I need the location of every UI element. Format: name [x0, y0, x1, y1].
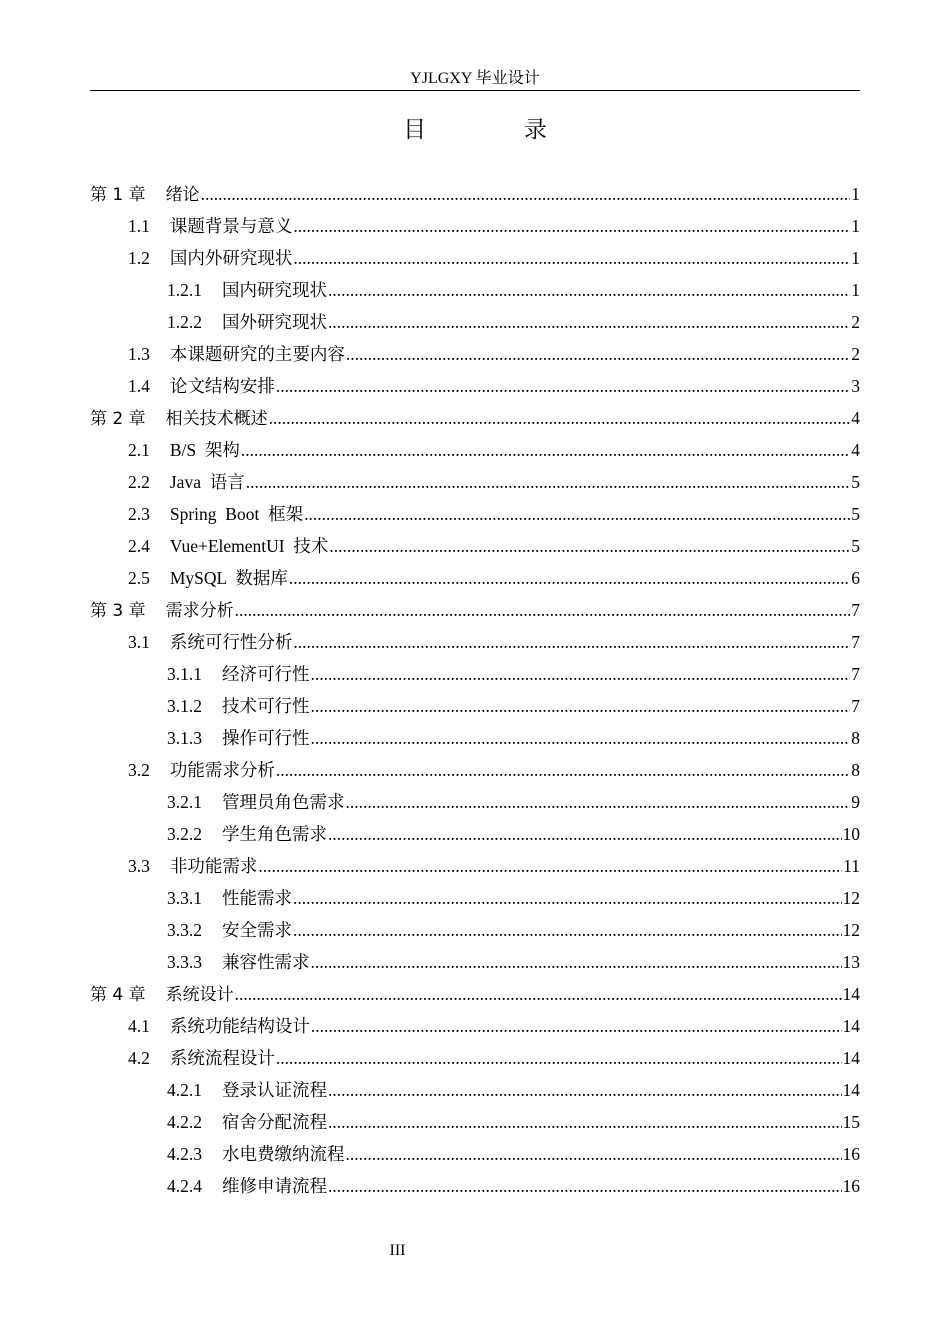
toc-entry[interactable]	[90, 722, 860, 754]
toc-entry[interactable]	[90, 658, 860, 690]
toc-entry[interactable]	[90, 210, 860, 242]
toc-entry-number: 4.1	[128, 1016, 150, 1036]
toc-entry[interactable]	[90, 594, 860, 626]
toc-entry-page: 8	[851, 760, 860, 780]
toc-entry-number: 1.2	[128, 248, 150, 268]
toc-entry-page: 13	[842, 952, 860, 972]
toc-entry[interactable]	[90, 530, 860, 562]
toc-dot-leader	[235, 978, 842, 1010]
toc-dot-leader	[276, 370, 850, 402]
toc-entry-number: 4.2	[128, 1048, 150, 1068]
toc-entry-number: 2.5	[128, 568, 150, 588]
toc-entry-title: 系统设计	[165, 985, 234, 1005]
toc-entry-number: 3.3.3	[167, 952, 202, 972]
toc-entry-page: 7	[851, 632, 860, 652]
toc-entry-page: 9	[851, 792, 860, 812]
toc-dot-leader	[346, 338, 850, 370]
toc-dot-leader	[293, 882, 842, 914]
toc-entry-title: 学生角色需求	[222, 824, 327, 844]
toc-entry[interactable]	[90, 434, 860, 466]
toc-entry-page: 14	[842, 1048, 860, 1068]
toc-entry-title: 操作可行性	[222, 728, 310, 748]
toc-entry-page: 1	[851, 216, 860, 236]
toc-entry-title: 技术可行性	[222, 696, 310, 716]
toc-entry-title: 宿舍分配流程	[222, 1112, 327, 1132]
toc-entry[interactable]	[90, 882, 860, 914]
toc-entry-title: 论文结构安排	[169, 376, 275, 396]
toc-entry-page: 4	[851, 408, 860, 428]
toc-entry-title: 相关技术概述	[165, 409, 268, 429]
toc-title: 目 录	[403, 117, 593, 142]
toc-dot-leader	[311, 1010, 842, 1042]
toc-entry-title: 绪论	[165, 185, 200, 205]
toc-entry[interactable]	[90, 242, 860, 274]
toc-entry[interactable]	[90, 178, 860, 210]
toc-dot-leader	[293, 210, 850, 242]
toc-entry-number: 4.2.4	[167, 1176, 202, 1196]
toc-entry[interactable]	[90, 498, 860, 530]
toc-entry-page: 2	[851, 312, 860, 332]
toc-entry-number: 3.3	[128, 856, 150, 876]
toc-entry-number: 2.4	[128, 536, 150, 556]
toc-entry-page: 5	[851, 536, 860, 556]
toc-entry-page: 6	[851, 568, 860, 588]
toc-entry-title: Vue+ElementUI 技术	[169, 536, 329, 556]
toc-entry-number: 3.1.1	[167, 664, 202, 684]
toc-entry-number: 1.3	[128, 344, 150, 364]
toc-entry-title: 国内研究现状	[222, 280, 327, 300]
toc-dot-leader	[346, 786, 851, 818]
toc-entry-title: 系统功能结构设计	[169, 1016, 310, 1036]
toc-entry-title: 国内外研究现状	[169, 248, 293, 268]
toc-entry-number: 3.2.2	[167, 824, 202, 844]
toc-entry-number: 1.1	[128, 216, 150, 236]
toc-entry[interactable]	[90, 690, 860, 722]
toc-dot-leader	[201, 178, 851, 210]
toc-dot-leader	[311, 946, 842, 978]
toc-entry-number: 第 1 章	[90, 185, 146, 205]
toc-entry-title: 本课题研究的主要内容	[169, 344, 345, 364]
toc-entry-page: 14	[842, 1016, 860, 1036]
table-of-contents	[90, 178, 860, 1202]
toc-dot-leader	[328, 1106, 842, 1138]
toc-entry-title: 功能需求分析	[169, 760, 275, 780]
toc-entry-page: 8	[851, 728, 860, 748]
toc-dot-leader	[276, 1042, 842, 1074]
toc-entry-page: 1	[851, 280, 860, 300]
toc-dot-leader	[293, 626, 850, 658]
toc-entry-title: 登录认证流程	[222, 1080, 327, 1100]
toc-entry-page: 14	[842, 984, 860, 1004]
toc-entry[interactable]	[90, 338, 860, 370]
toc-entry-number: 3.3.2	[167, 920, 202, 940]
toc-entry[interactable]	[90, 1170, 860, 1202]
toc-entry-number: 4.2.1	[167, 1080, 202, 1100]
toc-entry-title: 安全需求	[222, 920, 292, 940]
toc-entry[interactable]	[90, 1010, 860, 1042]
toc-entry-page: 7	[851, 696, 860, 716]
toc-entry-title: 非功能需求	[169, 856, 258, 876]
toc-entry-page: 5	[851, 504, 860, 524]
toc-dot-leader	[329, 530, 850, 562]
toc-entry-title: 管理员角色需求	[222, 792, 345, 812]
toc-entry[interactable]	[90, 914, 860, 946]
toc-entry-page: 1	[851, 248, 860, 268]
toc-entry-number: 4.2.3	[167, 1144, 202, 1164]
toc-dot-leader	[346, 1138, 842, 1170]
toc-entry-page: 16	[842, 1144, 860, 1164]
toc-entry-title: 经济可行性	[222, 664, 310, 684]
toc-dot-leader	[276, 754, 850, 786]
toc-entry[interactable]	[90, 850, 860, 882]
toc-entry[interactable]	[90, 466, 860, 498]
toc-entry-number: 3.2	[128, 760, 150, 780]
toc-dot-leader	[293, 242, 850, 274]
toc-dot-leader	[269, 402, 851, 434]
toc-entry[interactable]	[90, 1042, 860, 1074]
toc-dot-leader	[293, 914, 842, 946]
toc-entry-title: 水电费缴纳流程	[222, 1144, 345, 1164]
toc-entry-number: 3.1	[128, 632, 150, 652]
toc-entry-page: 3	[851, 376, 860, 396]
toc-entry[interactable]	[90, 274, 860, 306]
toc-entry-number: 第 3 章	[90, 601, 146, 621]
toc-dot-leader	[311, 658, 851, 690]
toc-entry-title: 性能需求	[222, 888, 292, 908]
toc-dot-leader	[328, 818, 842, 850]
toc-entry-page: 10	[842, 824, 860, 844]
toc-entry-number: 3.2.1	[167, 792, 202, 812]
toc-entry[interactable]	[90, 978, 860, 1010]
toc-entry-page: 12	[842, 888, 860, 908]
toc-entry-number: 3.1.3	[167, 728, 202, 748]
toc-entry-title: 兼容性需求	[222, 952, 310, 972]
toc-entry-page: 1	[851, 184, 860, 204]
toc-entry-number: 1.2.1	[167, 280, 202, 300]
toc-entry-title: 系统可行性分析	[169, 632, 293, 652]
toc-entry-title: 课题背景与意义	[169, 216, 293, 236]
toc-entry-page: 11	[843, 856, 860, 876]
toc-entry-title: 维修申请流程	[222, 1176, 327, 1196]
toc-entry[interactable]	[90, 402, 860, 434]
header-rule	[90, 90, 860, 91]
toc-entry-page: 12	[842, 920, 860, 940]
toc-entry-page: 7	[851, 600, 860, 620]
toc-entry[interactable]	[90, 1074, 860, 1106]
toc-entry[interactable]	[90, 626, 860, 658]
toc-entry-title: Java 语言	[169, 472, 245, 492]
toc-entry[interactable]	[90, 306, 860, 338]
toc-entry[interactable]	[90, 754, 860, 786]
toc-entry-title: 需求分析	[165, 601, 234, 621]
toc-entry-page: 7	[851, 664, 860, 684]
toc-entry-number: 第 4 章	[90, 985, 146, 1005]
toc-entry-page: 14	[842, 1080, 860, 1100]
toc-entry-number: 3.1.2	[167, 696, 202, 716]
toc-entry[interactable]	[90, 562, 860, 594]
toc-entry-number: 2.1	[128, 440, 150, 460]
page-number: III	[389, 1242, 406, 1259]
toc-entry-number: 第 2 章	[90, 409, 146, 429]
toc-dot-leader	[258, 850, 842, 882]
toc-entry-page: 2	[851, 344, 860, 364]
toc-entry-title: 国外研究现状	[222, 312, 327, 332]
toc-entry-title: 系统流程设计	[169, 1048, 275, 1068]
toc-entry-number: 3.3.1	[167, 888, 202, 908]
toc-entry[interactable]	[90, 1106, 860, 1138]
toc-entry[interactable]	[90, 370, 860, 402]
toc-dot-leader	[235, 594, 851, 626]
toc-entry-number: 4.2.2	[167, 1112, 202, 1132]
toc-entry[interactable]	[90, 946, 860, 978]
toc-entry-number: 2.3	[128, 504, 150, 524]
toc-dot-leader	[328, 274, 850, 306]
toc-dot-leader	[304, 498, 850, 530]
toc-dot-leader	[328, 1074, 842, 1106]
toc-entry[interactable]	[90, 786, 860, 818]
toc-entry-page: 4	[851, 440, 860, 460]
toc-dot-leader	[328, 1170, 842, 1202]
toc-entry-title: B/S 架构	[169, 440, 240, 460]
toc-entry-page: 15	[842, 1112, 860, 1132]
toc-entry-number: 2.2	[128, 472, 150, 492]
toc-entry-title: MySQL 数据库	[169, 568, 288, 588]
toc-entry[interactable]	[90, 818, 860, 850]
toc-dot-leader	[328, 306, 850, 338]
toc-entry[interactable]	[90, 1138, 860, 1170]
toc-dot-leader	[246, 466, 851, 498]
page-header: YJLGXY 毕业设计	[410, 70, 540, 87]
toc-entry-page: 16	[842, 1176, 860, 1196]
toc-dot-leader	[241, 434, 850, 466]
toc-entry-number: 1.2.2	[167, 312, 202, 332]
toc-dot-leader	[311, 690, 851, 722]
toc-entry-page: 5	[851, 472, 860, 492]
toc-dot-leader	[311, 722, 851, 754]
toc-dot-leader	[289, 562, 850, 594]
toc-entry-number: 1.4	[128, 376, 150, 396]
toc-entry-title: Spring Boot 框架	[169, 504, 304, 524]
